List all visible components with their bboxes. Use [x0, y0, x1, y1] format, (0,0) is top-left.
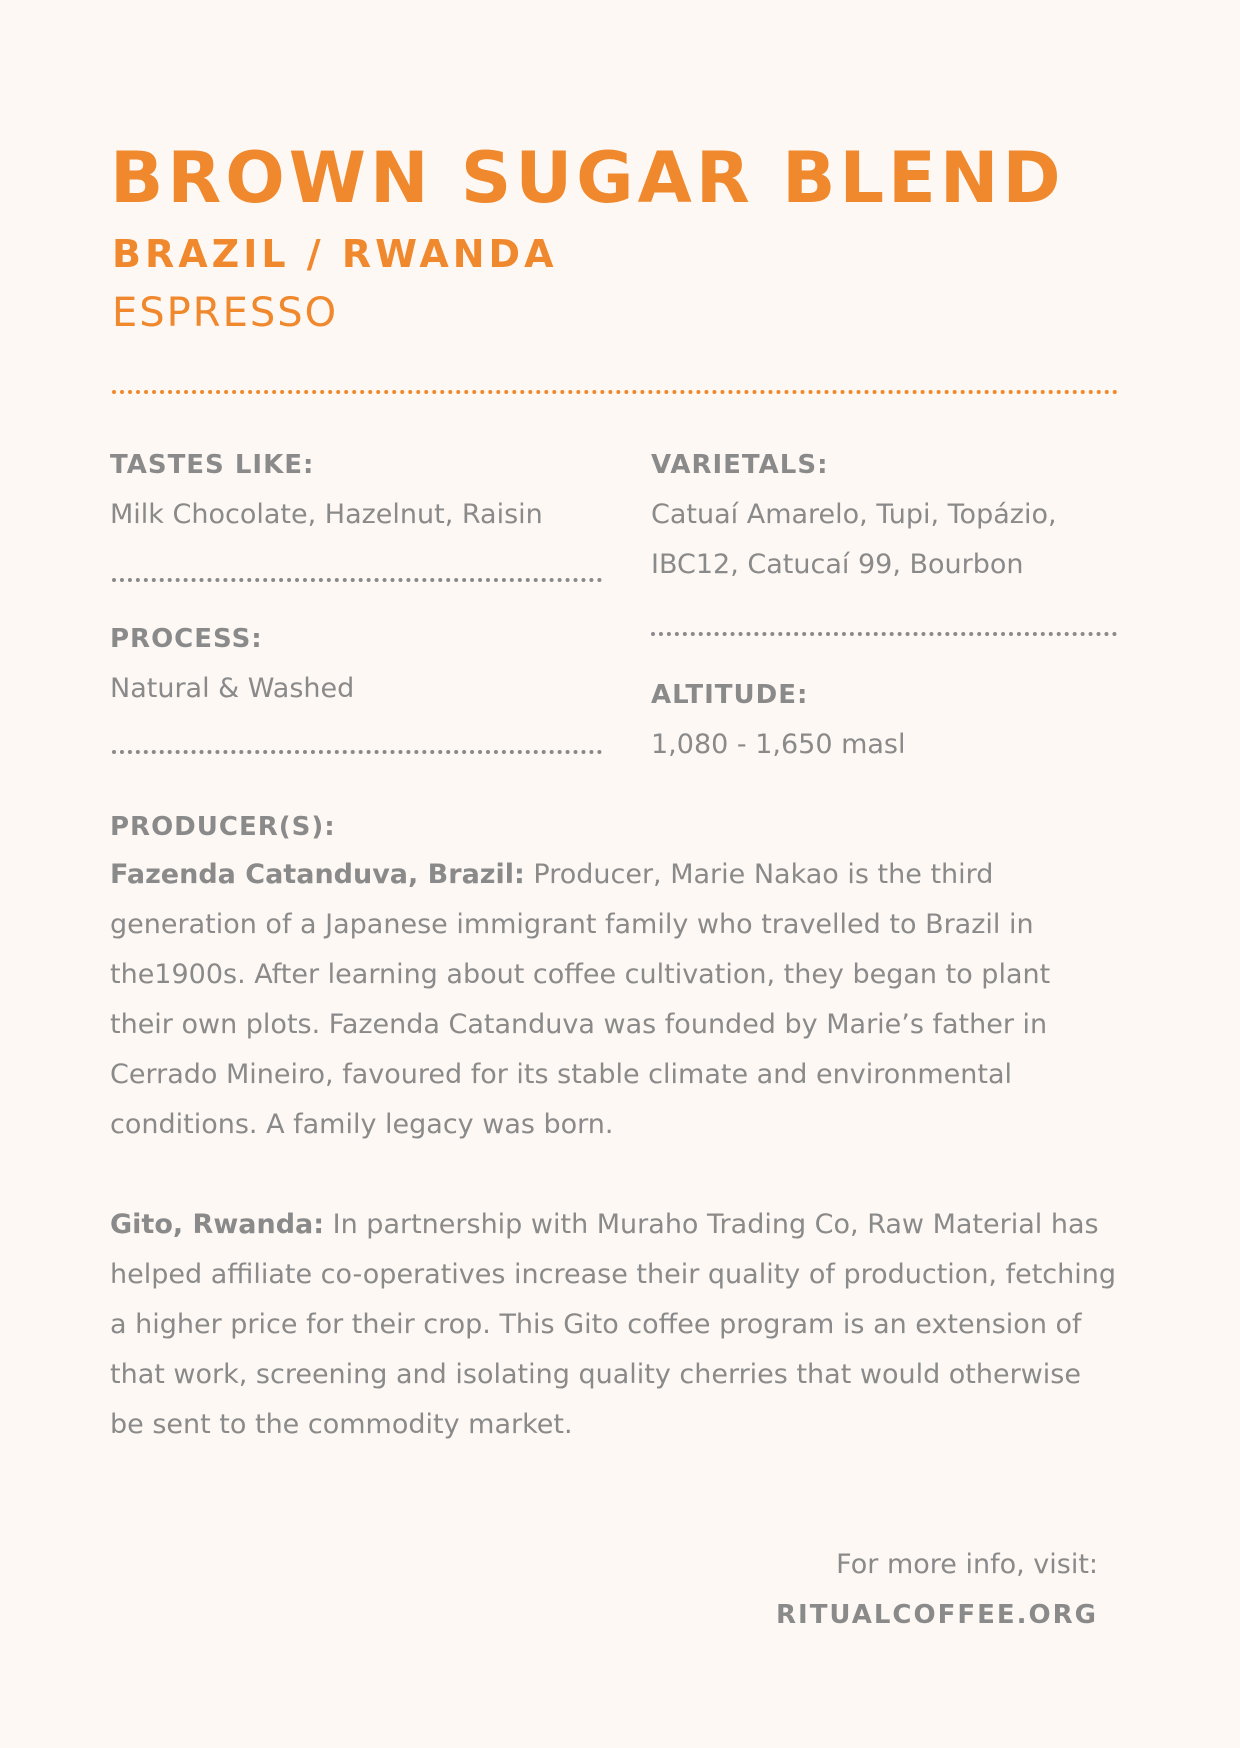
roast-style: ESPRESSO — [112, 290, 339, 336]
producer-text-rwanda: In partnership with Muraho Trading Co, Raw Material has helped affiliate co-operatives increase their quality of production, fetching a higher price for their crop. This Gito coffee program is an extension of that work, screening and isolating quality cherries that would otherwise be sent to the commodity market. — [110, 1209, 1117, 1440]
process-divider — [112, 750, 602, 754]
producers-label: PRODUCER(S): — [110, 812, 336, 842]
tastes-like-value: Milk Chocolate, Hazelnut, Raisin — [110, 499, 543, 530]
process-value: Natural & Washed — [110, 673, 355, 704]
altitude-label: ALTITUDE: — [651, 680, 809, 710]
varietals-line-2: IBC12, Catucaí 99, Bourbon — [651, 549, 1024, 580]
website-link[interactable]: RITUALCOFFEE.ORG — [776, 1600, 1098, 1630]
producer-name-brazil: Fazenda Catanduva, Brazil: — [110, 859, 525, 890]
producer-text-brazil: Producer, Marie Nakao is the third generation of a Japanese immigrant family who travelled to Brazil in the1900s. After learning about coffee cultivation, they began to plant their own plots. Fazenda Catanduva was founded by Marie’s father in Cerrado Mineiro, favoured for its stable climate and environmental conditions. A family legacy was born. — [110, 859, 1051, 1140]
producers-section — [110, 850, 1120, 1500]
header-divider — [112, 390, 1118, 394]
process-label: PROCESS: — [110, 624, 263, 654]
tastes-divider — [112, 578, 602, 582]
footer-info-text: For more info, visit: — [836, 1549, 1098, 1580]
product-title: BROWN SUGAR BLEND — [110, 137, 1065, 219]
producer-name-rwanda: Gito, Rwanda: — [110, 1209, 325, 1240]
varietals-label: VARIETALS: — [651, 450, 829, 480]
altitude-value: 1,080 - 1,650 masl — [651, 729, 906, 760]
varietals-line-1: Catuaí Amarelo, Tupi, Topázio, — [651, 499, 1057, 530]
varietals-divider — [651, 632, 1117, 636]
tastes-like-label: TASTES LIKE: — [110, 450, 315, 480]
origin-subtitle: BRAZIL / RWANDA — [112, 232, 558, 276]
producer-entry-brazil — [110, 850, 1120, 1150]
producer-entry-rwanda — [110, 1200, 1120, 1450]
